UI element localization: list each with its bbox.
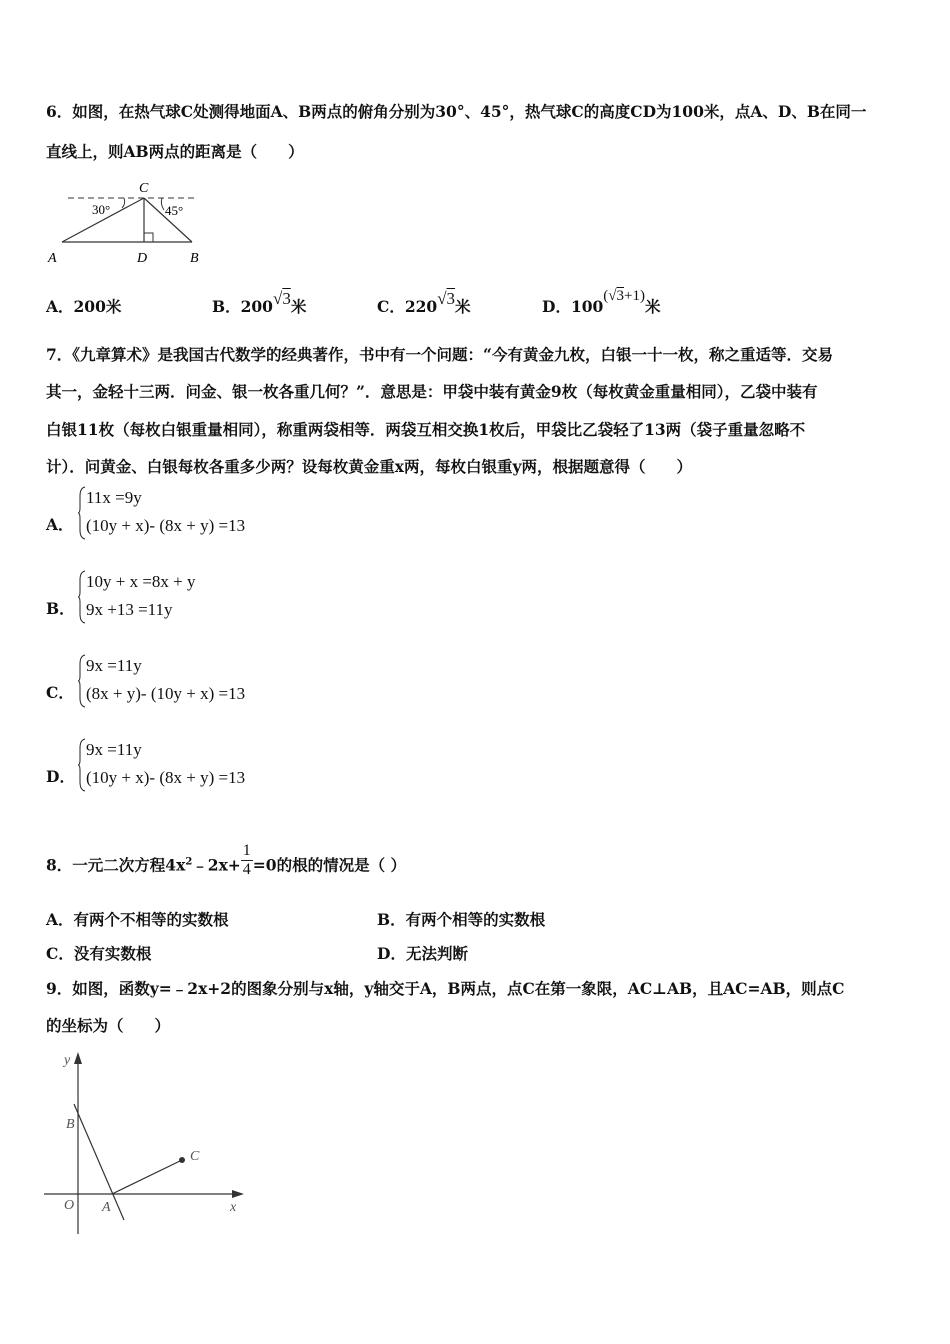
label-y: y [64,1053,71,1068]
q7-option-c-eq1: 9x =11y [86,656,142,675]
q6-line-2: 直线上，则AB两点的距离是（ ） [46,142,304,161]
point-c-dot [179,1157,185,1163]
sqrt-symbol: √ [272,289,283,308]
label-a: A [102,1200,111,1215]
q8-suffix: =0的根的情况是（ ） [252,855,406,875]
q7-option-b-label[interactable]: B． [46,599,75,618]
q6-option-c[interactable] [377,287,471,316]
q8-option-b[interactable]: B．有两个相等的实数根 [377,910,546,929]
q9-line-1: 9．如图，函数y=﹣2x+2的图象分别与x轴，y轴交于A，B两点，点C在第一象限，AC⊥AB，且AC=AB，则点C [46,979,845,998]
x-axis-arrow-icon [232,1190,244,1198]
sqrt-symbol: √ [608,288,617,304]
q7-option-d-eq1: 9x =11y [86,740,142,759]
q8-frac-num: 1 [242,842,251,859]
q8-line [46,842,406,885]
q9-figure [44,1046,254,1236]
q9-line-2: 的坐标为（ ） [46,1016,171,1035]
line-y-eq-neg2x-plus2 [74,1104,124,1220]
q7-option-b-eq2: 9x +13 =11y [86,600,173,619]
q6-option-d-rest: +1) [624,288,645,304]
q8-frac-den: 4 [242,861,251,878]
label-o: O [64,1198,75,1213]
label-a: A [48,251,57,266]
q6-option-b-prefix: B．200 [212,297,273,316]
brace-icon [78,486,86,540]
angle-arc-left [122,198,125,208]
q6-option-d-open: ( [603,288,609,304]
q6-option-b[interactable] [212,287,307,316]
label-30deg: 30° [92,202,111,217]
q7-line-3: 白银11枚（每枚白银重量相同），称重两袋相等．两袋互相交换1枚后，甲袋比乙袋轻了13两（袋子重量忽略不 [46,420,806,439]
q8-option-d[interactable]: D．无法判断 [377,944,468,963]
segment-ac [112,1160,182,1194]
q7-option-c-label[interactable]: C． [46,683,74,702]
q6-option-b-radicand: 3 [282,289,291,308]
q7-option-a-eq1: 11x =9y [86,488,142,507]
angle-arc-right [161,198,164,210]
y-axis-arrow-icon [74,1052,82,1064]
q7-option-d-eq2: (10y + x)- (8x + y) =13 [86,768,246,787]
q6-figure [44,176,219,268]
q7-line-2: 其一，金轻十三两．问金、银一枚各重几何？”．意思是：甲袋中装有黄金9枚（每枚黄金重量相同），乙袋中装有 [46,382,818,401]
label-c: C [139,181,149,196]
label-d: D [137,251,148,266]
right-angle-mark [144,233,153,242]
q6-option-d-radicand: 3 [616,288,625,304]
label-b: B [66,1117,75,1132]
q6-option-d-unit: 米 [645,297,661,316]
q6-option-c-prefix: C．220 [377,297,438,316]
q7-option-b-eq1: 10y + x =8x + y [86,572,196,591]
q7-line-1: 7．《九章算术》是我国古代数学的经典著作，书中有一个问题：“今有黄金九枚，白银一十一枚，称之重适等．交易 [46,345,833,364]
sqrt-symbol: √ [437,289,447,308]
q7-option-d-label[interactable]: D． [46,767,75,786]
q8-option-a[interactable]: A．有两个不相等的实数根 [46,910,229,929]
q6-option-a[interactable]: A．200米 [46,297,122,316]
q6-option-c-radicand: 3 [446,289,456,308]
brace-icon [78,654,86,708]
q7-option-a-label[interactable]: A． [46,515,74,534]
q6-option-b-unit: 米 [290,297,307,316]
q6-option-d[interactable] [542,283,661,316]
q8-sup: 2 [185,856,193,868]
brace-icon [78,570,86,624]
q8-prefix: 8．一元二次方程4x [46,855,186,875]
q6-option-d-prefix: D．100 [542,297,604,316]
q8-option-c[interactable]: C．没有实数根 [46,944,152,963]
q8-middle: ﹣2x+ [192,855,241,875]
label-b: B [190,251,199,266]
q7-option-a-eq2: (10y + x)- (8x + y) =13 [86,516,246,535]
q6-option-c-unit: 米 [455,297,471,316]
brace-icon [78,738,86,792]
q7-option-c-eq2: (8x + y)- (10y + x) =13 [86,684,246,703]
label-45deg: 45° [165,203,184,218]
q7-line-4: 计）．问黄金、白银每枚各重多少两？设每枚黄金重x两，每枚白银重y两，根据题意得（ ） [46,457,693,476]
q6-line-1: 6．如图，在热气球C处测得地面A、B两点的俯角分别为30°、45°，热气球C的高度CD为100米，点A、D、B在同一 [46,102,867,121]
label-c: C [190,1149,200,1164]
label-x: x [230,1200,237,1215]
q8-fraction [241,842,253,879]
